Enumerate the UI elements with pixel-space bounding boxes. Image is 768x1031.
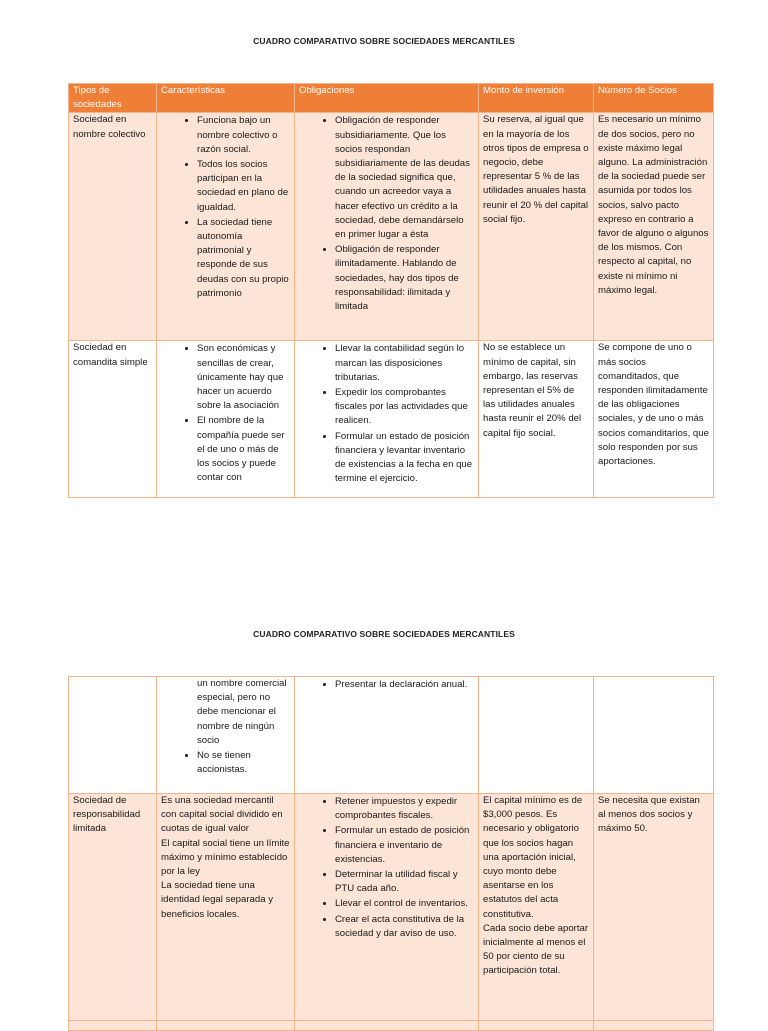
page-title: CUADRO COMPARATIVO SOBRE SOCIEDADES MERCANTILES [253, 36, 515, 46]
list-item: • Obligación de responder subsidiariamente. Que los socios respondan subsidiariamente de las deudas de la sociedad significa que, cuando un acreedor vaya a hacer efectivo un crédito a la sociedad, debe demandárselo en primer lugar a ésta [335, 113, 474, 242]
socios-cell [594, 677, 714, 794]
list-item: • Crear el acta constitutiva de la sociedad y dar aviso de uso. [335, 912, 474, 941]
comparison-table-continued [68, 676, 714, 1031]
monto-cell: El capital mínimo es de $3,000 pesos. Es necesario y obligatorio que los socios hagan una aportación inicial, cuyo monto debe asentarse en los estatutos del acta constitutiva. Cada socio debe aportar inicialmente al menos el 50 por ciento de su participación total. [479, 794, 594, 1021]
comparison-table [68, 83, 714, 498]
table-row-cut [69, 1021, 714, 1031]
socios-cell: Se compone de uno o más socios comanditados, que responden ilimitadamente de las obligaciones sociales, y de uno o más socios comanditarios, que solo responden por sus aportaciones. [594, 341, 714, 498]
table-row [69, 113, 714, 341]
caracteristicas-cell: Es una sociedad mercantil con capital social dividido en cuotas de igual valor El capital social tiene un límite máximo y mínimo establecido por la ley La sociedad tiene una identidad legal separada y beneficios locales. [157, 794, 295, 1021]
obligaciones-cell [295, 794, 479, 1021]
list-item: • Presentar la declaración anual. [335, 677, 474, 692]
caracteristicas-cell [157, 113, 295, 341]
table-row-continuation [69, 677, 714, 794]
monto-cell: No se establece un mínimo de capital, sin embargo, las reservas representan el 5% de las utilidades anuales hasta reunir el 20% del capital fijo social. [479, 341, 594, 498]
list-item: • Todos los socios participan en la sociedad en plano de igualdad. [197, 157, 290, 215]
table-row [69, 341, 714, 498]
table-header-row [69, 84, 714, 113]
monto-cell [479, 677, 594, 794]
list-item: • Formular un estado de posición financiera e inventario de existencias. [335, 823, 474, 867]
row-type: Sociedad en nombre colectivo [69, 113, 157, 341]
header-monto: Monto de inversión [479, 84, 594, 113]
monto-cell: Su reserva, al igual que en la mayoría de los otros tipos de empresa o negocio, debe representar 5 % de las utilidades anuales hasta reunir el 20 % del capital social fijo. [479, 113, 594, 341]
row-type: Sociedad de responsabilidad limitada [69, 794, 157, 1021]
list-item: • Retener impuestos y expedir comprobantes fiscales. [335, 794, 474, 823]
list-item: • El nombre de la compañía puede ser el de uno o más de los socios y puede contar con [197, 413, 290, 485]
list-item: • Son económicas y sencillas de crear, únicamente hay que hacer un acuerdo sobre la asociación [197, 341, 290, 413]
list-item: • Expedir los comprobantes fiscales por las actividades que realicen. [335, 385, 474, 429]
list-item: • Formular un estado de posición financiera y levantar inventario de existencias a la fecha en que termine el ejercicio. [335, 429, 474, 487]
obligaciones-cell [295, 113, 479, 341]
obligaciones-cell [295, 341, 479, 498]
list-item: • Determinar la utilidad fiscal y PTU cada año. [335, 867, 474, 896]
caracteristicas-cell [157, 341, 295, 498]
obligaciones-cell [295, 677, 479, 794]
list-item: • No se tienen accionistas. [197, 748, 290, 777]
continued-text: un nombre comercial especial, pero no debe mencionar el nombre de ningún socio [197, 678, 287, 746]
list-item: • Llevar el control de inventarios. [335, 896, 474, 911]
list-item: • Llevar la contabilidad según lo marcan las disposiciones tributarias. [335, 341, 474, 385]
list-item: • La sociedad tiene autonomía patrimonial y responde de sus deudas con su propio patrimonio [197, 215, 290, 301]
row-type: Sociedad en comandita simple [69, 341, 157, 498]
list-item: • Obligación de responder ilimitadamente. Hablando de sociedades, hay dos tipos de responsabilidad: ilimitada y limitada [335, 242, 474, 314]
list-item: • Funciona bajo un nombre colectivo o razón social. [197, 113, 290, 157]
page-title-2: CUADRO COMPARATIVO SOBRE SOCIEDADES MERCANTILES [253, 629, 515, 639]
header-caracteristicas: Características [157, 84, 295, 113]
caracteristicas-cell [157, 677, 295, 794]
header-obligaciones: Obligaciones [295, 84, 479, 113]
socios-cell: Es necesario un mínimo de dos socios, pero no existe máximo legal alguno. La administración de la sociedad puede ser asumida por todos los socios, salvo pacto expreso en contrario a favor de alguno o algunos de los mismos. Con respecto al capital, no existe ni mínimo ni máximo legal. [594, 113, 714, 341]
table-row [69, 794, 714, 1021]
header-tipos: Tipos de sociedades [69, 84, 157, 113]
header-socios: Número de Socios [594, 84, 714, 113]
row-type [69, 677, 157, 794]
socios-cell: Se necesita que existan al menos dos socios y máximo 50. [594, 794, 714, 1021]
